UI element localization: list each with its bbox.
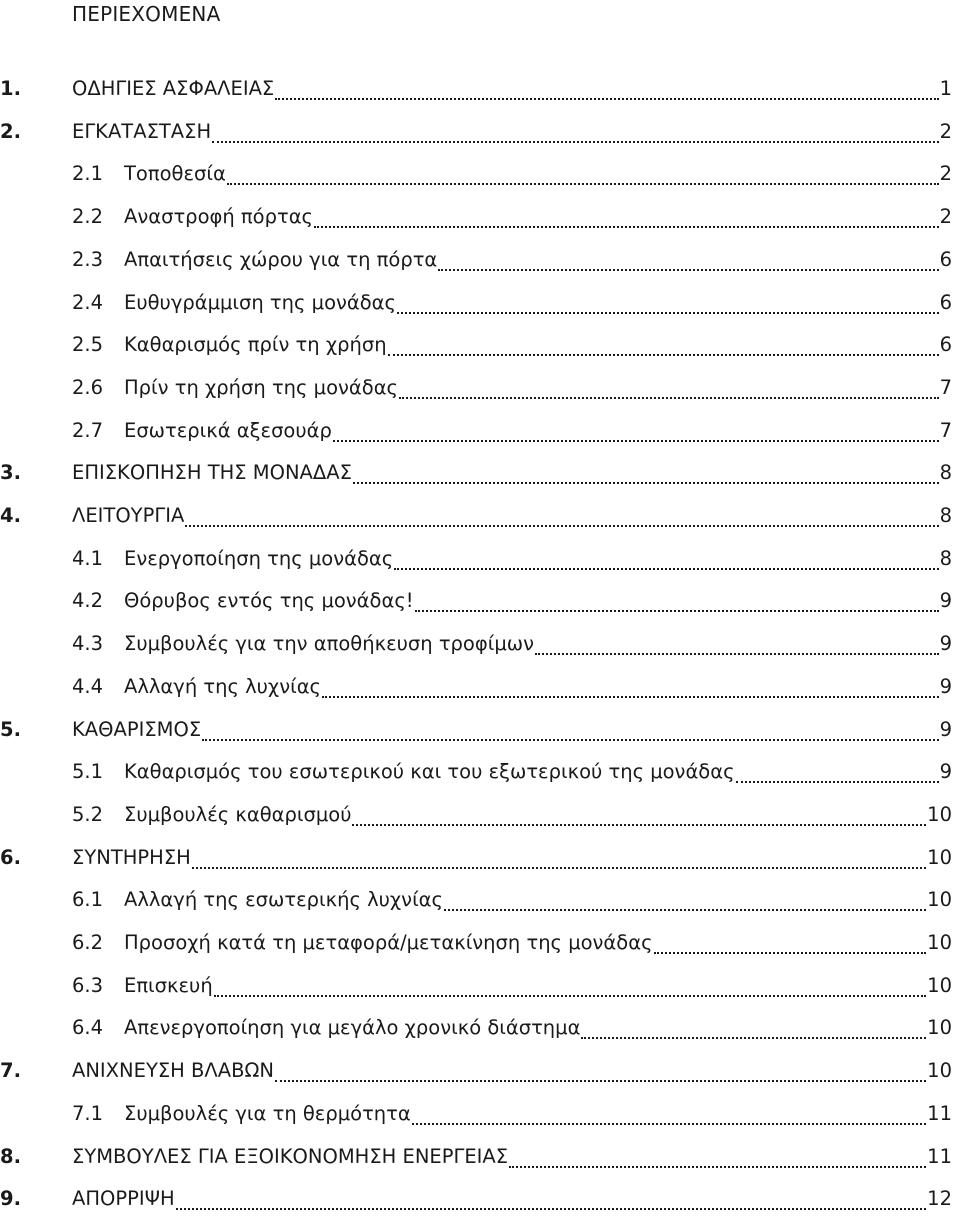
toc-section-entry[interactable] bbox=[0, 1059, 952, 1089]
toc-entry-page-number: 9 bbox=[939, 589, 952, 613]
toc-subsection-entry[interactable] bbox=[72, 675, 952, 705]
toc-entry-page-number: 9 bbox=[939, 717, 952, 741]
toc-entry-page-number: 6 bbox=[939, 333, 952, 357]
toc-entry-number: 2.6 bbox=[72, 375, 104, 399]
toc-entry-page-number: 10 bbox=[927, 973, 952, 997]
toc-entry-page-number: 1 bbox=[939, 77, 952, 100]
toc-entry-title: Αναστροφή πόρτας bbox=[124, 205, 314, 229]
toc-section-entry[interactable] bbox=[0, 504, 952, 534]
toc-entry-number: 5.2 bbox=[72, 802, 104, 826]
toc-entry-number: 9. bbox=[0, 1187, 21, 1211]
toc-entry-page-number: 2 bbox=[939, 205, 952, 229]
dot-leader bbox=[581, 1037, 926, 1039]
toc-entry-number: 1. bbox=[0, 77, 21, 100]
dot-leader bbox=[227, 183, 939, 185]
toc-entry-page-number: 10 bbox=[927, 931, 952, 954]
toc-entry-title: Συμβουλές για την αποθήκευση τροφίμων bbox=[124, 632, 534, 656]
toc-entry-title: ΚΑΘΑΡΙΣΜΟΣ bbox=[72, 717, 202, 741]
toc-entry-page-number: 8 bbox=[939, 546, 952, 570]
toc-section-entry[interactable] bbox=[0, 1145, 952, 1175]
dot-leader bbox=[275, 1080, 926, 1082]
toc-entry-title: ΑΝΙΧΝΕΥΣΗ ΒΛΑΒΩΝ bbox=[72, 1059, 274, 1083]
toc-entry-number: 2.2 bbox=[72, 205, 104, 229]
toc-entry-number: 4.4 bbox=[72, 674, 104, 698]
dot-leader bbox=[412, 1123, 926, 1125]
toc-section-entry[interactable] bbox=[0, 461, 952, 491]
toc-entry-number: 7.1 bbox=[72, 1101, 104, 1125]
toc-subsection-entry[interactable] bbox=[72, 803, 952, 833]
toc-subsection-entry[interactable] bbox=[72, 162, 952, 192]
dot-leader bbox=[654, 952, 927, 954]
toc-entry-page-number: 6 bbox=[939, 290, 952, 314]
dot-leader bbox=[176, 1208, 927, 1210]
dot-leader bbox=[333, 440, 939, 442]
toc-entry-title: Ενεργοποίηση της μονάδας bbox=[124, 546, 394, 570]
toc-subsection-entry[interactable] bbox=[72, 760, 952, 790]
toc-entry-title: Αλλαγή της εσωτερικής λυχνίας bbox=[124, 888, 443, 912]
toc-subsection-entry[interactable] bbox=[72, 931, 952, 961]
toc-entry-page-number: 10 bbox=[927, 845, 952, 869]
toc-section-entry[interactable] bbox=[0, 120, 952, 150]
toc-entry-title: ΣΥΝΤΗΡΗΣΗ bbox=[72, 845, 191, 869]
toc-entry-title: Αλλαγή της λυχνίας bbox=[124, 674, 321, 698]
toc-entry-number: 6.3 bbox=[72, 973, 104, 997]
toc-entry-title: Εσωτερικά αξεσουάρ bbox=[124, 418, 332, 442]
toc-entry-number: 4.2 bbox=[72, 589, 104, 613]
toc-entry-page-number: 8 bbox=[939, 461, 952, 485]
toc-subsection-entry[interactable] bbox=[72, 974, 952, 1004]
toc-entry-title: Επισκευή bbox=[124, 973, 213, 997]
toc-entry-page-number: 10 bbox=[927, 888, 952, 912]
dot-leader bbox=[352, 824, 926, 826]
dot-leader bbox=[394, 568, 938, 570]
dot-leader bbox=[388, 354, 939, 356]
toc-subsection-entry[interactable] bbox=[72, 547, 952, 577]
toc-subsection-entry[interactable] bbox=[72, 589, 952, 619]
toc-entry-page-number: 9 bbox=[939, 632, 952, 656]
toc-entry-number: 7. bbox=[0, 1059, 21, 1083]
toc-entry-page-number: 11 bbox=[927, 1144, 952, 1168]
dot-leader bbox=[438, 269, 938, 271]
toc-entry-number: 6.2 bbox=[72, 931, 104, 954]
toc-subsection-entry[interactable] bbox=[72, 291, 952, 321]
toc-entry-page-number: 7 bbox=[939, 375, 952, 399]
toc-section-entry[interactable] bbox=[0, 1187, 952, 1217]
toc-entry-title: Θόρυβος εντός της μονάδας! bbox=[124, 589, 414, 613]
toc-section-entry[interactable] bbox=[0, 846, 952, 876]
dot-leader bbox=[353, 482, 939, 484]
toc-entry-number: 2. bbox=[0, 119, 21, 143]
toc-entry-page-number: 9 bbox=[939, 674, 952, 698]
toc-entry-page-number: 12 bbox=[927, 1187, 952, 1211]
toc-entry-page-number: 10 bbox=[927, 802, 952, 826]
toc-entry-title: Απενεργοποίηση για μεγάλο χρονικό διάστημα bbox=[124, 1016, 581, 1040]
toc-entry-number: 6. bbox=[0, 845, 21, 869]
dot-leader bbox=[214, 995, 926, 997]
toc-entry-number: 5.1 bbox=[72, 760, 104, 784]
toc-entry-title: ΛΕΙΤΟΥΡΓΙΑ bbox=[72, 504, 185, 527]
toc-entry-title: Καθαρισμός πρίν τη χρήση bbox=[124, 333, 387, 357]
toc-entry-title: ΟΔΗΓΙΕΣ ΑΣΦΑΛΕΙΑΣ bbox=[72, 77, 275, 100]
toc-subsection-entry[interactable] bbox=[72, 1102, 952, 1132]
toc-entry-number: 2.3 bbox=[72, 247, 104, 271]
toc-subsection-entry[interactable] bbox=[72, 888, 952, 918]
dot-leader bbox=[192, 867, 926, 869]
toc-entry-title: Συμβουλές για τη θερμότητα bbox=[124, 1101, 411, 1125]
dot-leader bbox=[322, 696, 939, 698]
toc-entry-title: ΕΓΚΑΤΑΣΤΑΣΗ bbox=[72, 119, 212, 143]
dot-leader bbox=[212, 141, 938, 143]
dot-leader bbox=[444, 909, 926, 911]
dot-leader bbox=[185, 525, 938, 527]
toc-entry-number: 4.1 bbox=[72, 546, 104, 570]
toc-entry-title: Απαιτήσεις χώρου για τη πόρτα bbox=[124, 247, 438, 271]
toc-entry-number: 4.3 bbox=[72, 632, 104, 656]
toc-entry-number: 4. bbox=[0, 504, 21, 527]
dot-leader bbox=[399, 397, 939, 399]
toc-entry-title: Ευθυγράμμιση της μονάδας bbox=[124, 290, 396, 314]
toc-entry-title: Τοποθεσία bbox=[124, 162, 226, 186]
toc-entry-page-number: 9 bbox=[939, 760, 952, 784]
toc-entry-page-number: 11 bbox=[927, 1101, 952, 1125]
dot-leader bbox=[509, 1166, 926, 1168]
toc-entry-title: Προσοχή κατά τη μεταφορά/μετακίνηση της μονάδας bbox=[124, 931, 653, 954]
toc-entry-title: Πρίν τη χρήση της μονάδας bbox=[124, 375, 398, 399]
toc-subsection-entry[interactable] bbox=[72, 419, 952, 449]
toc-section-entry[interactable] bbox=[0, 718, 952, 748]
toc-entry-title: ΕΠΙΣΚΟΠΗΣΗ ΤΗΣ ΜΟΝΑΔΑΣ bbox=[72, 461, 352, 485]
toc-subsection-entry[interactable] bbox=[72, 333, 952, 363]
toc-entry-page-number: 10 bbox=[927, 1059, 952, 1083]
page-title: ΠΕΡΙΕΧΟΜΕΝΑ bbox=[72, 2, 221, 26]
toc-subsection-entry[interactable] bbox=[72, 376, 952, 406]
toc-entry-page-number: 2 bbox=[939, 162, 952, 186]
toc-entry-page-number: 7 bbox=[939, 418, 952, 442]
toc-entry-page-number: 10 bbox=[927, 1016, 952, 1040]
dot-leader bbox=[535, 653, 939, 655]
toc-entry-title: Καθαρισμός του εσωτερικού και του εξωτερικού της μονάδας bbox=[124, 760, 735, 784]
dot-leader bbox=[397, 312, 939, 314]
toc-entry-page-number: 2 bbox=[939, 119, 952, 143]
toc-entry-page-number: 8 bbox=[939, 504, 952, 527]
toc-entry-number: 6.4 bbox=[72, 1016, 104, 1040]
toc-entry-number: 2.4 bbox=[72, 290, 104, 314]
toc-entry-number: 5. bbox=[0, 717, 21, 741]
toc-subsection-entry[interactable] bbox=[72, 632, 952, 662]
toc-subsection-entry[interactable] bbox=[72, 205, 952, 235]
toc-entry-title: ΣΥΜΒΟΥΛΕΣ ΓΙΑ ΕΞΟΙΚΟΝΟΜΗΣΗ ΕΝΕΡΓΕΙΑΣ bbox=[72, 1144, 509, 1168]
dot-leader bbox=[314, 226, 939, 228]
toc-entry-title: Συμβουλές καθαρισμού bbox=[124, 802, 352, 826]
toc-entry-number: 6.1 bbox=[72, 888, 104, 912]
dot-leader bbox=[275, 98, 938, 100]
toc-entry-number: 2.5 bbox=[72, 333, 104, 357]
toc-entry-page-number: 6 bbox=[939, 247, 952, 271]
toc-section-entry[interactable] bbox=[0, 77, 952, 107]
dot-leader bbox=[202, 739, 938, 741]
dot-leader bbox=[415, 610, 939, 612]
toc-entry-number: 2.7 bbox=[72, 418, 104, 442]
toc-entry-number: 3. bbox=[0, 461, 21, 485]
toc-entry-number: 2.1 bbox=[72, 162, 104, 186]
toc-subsection-entry[interactable] bbox=[72, 248, 952, 278]
dot-leader bbox=[736, 781, 939, 783]
toc-subsection-entry[interactable] bbox=[72, 1016, 952, 1046]
toc-entry-title: ΑΠΟΡΡΙΨΗ bbox=[72, 1187, 175, 1211]
toc-entry-number: 8. bbox=[0, 1144, 21, 1168]
